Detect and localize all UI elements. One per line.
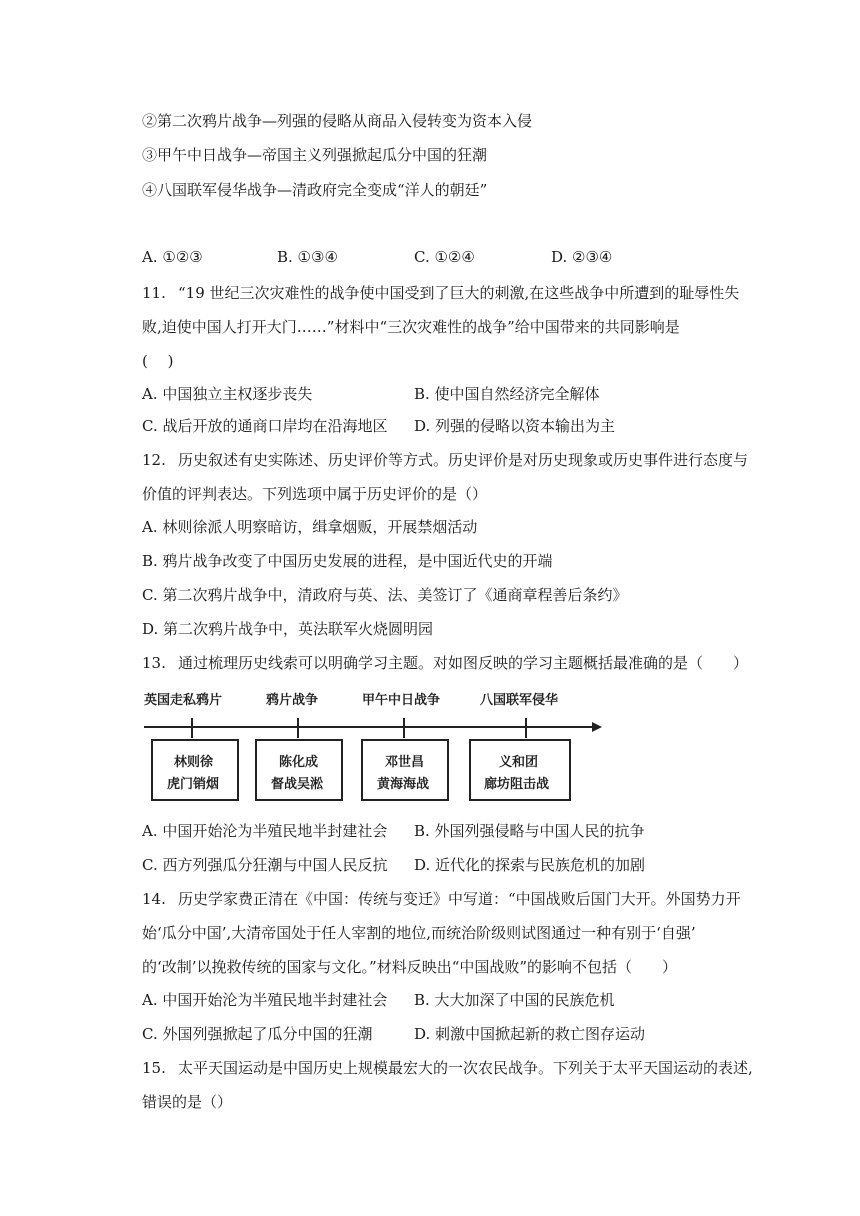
q14-option-a: A. 中国开始沦为半殖民地半封建社会 <box>142 991 388 1009</box>
q13-option-a: A. 中国开始沦为半殖民地半封建社会 <box>142 822 388 840</box>
timeline-box-1-line-2: 虎门销烟 <box>167 777 220 792</box>
q14-option-b: B. 大大加深了中国的民族危机 <box>414 991 615 1009</box>
q10-item-4: ④八国联军侵华战争—清政府完全变成“洋人的朝廷” <box>142 181 488 199</box>
timeline-box-3-line-1: 邓世昌 <box>385 755 425 770</box>
timeline-box-1-line-1: 林则徐 <box>174 755 214 770</box>
q12-option-c: C. 第二次鸦片战争中，清政府与英、法、美签订了《通商章程善后条约》 <box>142 586 628 604</box>
q11-stem-line-1 <box>142 283 739 303</box>
q10-option-d: D. ②③④ <box>551 248 613 266</box>
q14-stem-text: 历史学家费正清在《中国：传统与变迁》中写道：“中国战败后国门大开。外国势力开 <box>178 890 741 908</box>
timeline-label-1: 英国走私鸦片 <box>144 693 223 708</box>
q12-stem-line-1 <box>142 450 748 470</box>
q10-option-a: A. ①②③ <box>142 248 203 266</box>
q12-option-b: B. 鸦片战争改变了中国历史发展的进程，是中国近代史的开端 <box>142 552 553 570</box>
q12-stem-text: 历史叙述有史实陈述、历史评价等方式。历史评价是对历史现象或历史事件进行态度与 <box>178 451 749 469</box>
q14-stem-line-2: 始‘瓜分中国’,大清帝国处于任人宰割的地位,而统治阶级则试图通过一种有别于‘自强’ <box>142 924 696 942</box>
q11-option-a: A. 中国独立主权逐步丧失 <box>142 385 313 403</box>
q11-number: 11. <box>142 284 166 302</box>
q11-stem-line-2: 败,迫使中国人打开大门‥‥‥”材料中“三次灾难性的战争”给中国带来的共同影响是 <box>142 318 680 336</box>
q14-stem-line-3: 的‘改制’以挽救传统的国家与文化。”材料反映出“中国战败”的影响不包括（ ） <box>142 958 678 976</box>
q14-stem-line-1 <box>142 889 741 909</box>
q11-option-b: B. 使中国自然经济完全解体 <box>414 385 600 403</box>
timeline-box-2-line-1: 陈化成 <box>279 755 319 770</box>
q12-stem-line-2: 价值的评判表达。下列选项中属于历史评价的是（） <box>142 485 488 503</box>
timeline-label-4: 八国联军侵华 <box>480 693 559 708</box>
q13-stem-line-1 <box>142 653 748 673</box>
q15-stem-text: 太平天国运动是中国历史上规模最宏大的一次农民战争。下列关于太平天国运动的表述, <box>178 1059 753 1077</box>
q11-option-d: D. 列强的侵略以资本输出为主 <box>414 417 616 435</box>
timeline-box-3-line-2: 黄海海战 <box>377 777 430 792</box>
q12-option-d: D. 第二次鸦片战争中，英法联军火烧圆明园 <box>142 620 434 638</box>
q13-stem-text: 通过梳理历史线索可以明确学习主题。对如图反映的学习主题概括最准确的是（ ） <box>178 654 749 672</box>
timeline-label-3: 甲午中日战争 <box>362 693 441 708</box>
q13-option-d: D. 近代化的探索与民族危机的加剧 <box>414 856 646 874</box>
q14-number: 14. <box>142 890 166 908</box>
timeline-box-4-line-2: 廊坊阻击战 <box>484 777 550 792</box>
q12-number: 12. <box>142 451 166 469</box>
timeline-label-2: 鸦片战争 <box>266 693 319 708</box>
q10-option-c: C. ①②④ <box>414 248 475 266</box>
timeline-arrow <box>592 722 602 732</box>
q10-item-2: ②第二次鸦片战争—列强的侵略从商品入侵转变为资本入侵 <box>142 112 533 130</box>
q15-stem-line-1 <box>142 1058 753 1078</box>
q11-stem-line-3: ( ) <box>142 352 174 370</box>
q11-stem-text: “19 世纪三次灾难性的战争使中国受到了巨大的刺激,在这些战争中所遭到的耻辱性失 <box>178 284 740 302</box>
timeline-box-4-line-1: 义和团 <box>499 755 539 770</box>
q15-number: 15. <box>142 1059 166 1077</box>
q11-option-c: C. 战后开放的通商口岸均在沿海地区 <box>142 417 388 435</box>
timeline-diagram <box>142 688 612 806</box>
q12-option-a: A. 林则徐派人明察暗访，缉拿烟贩，开展禁烟活动 <box>142 518 478 536</box>
q14-option-c: C. 外国列强掀起了瓜分中国的狂潮 <box>142 1025 373 1043</box>
q14-option-d: D. 刺激中国掀起新的救亡图存运动 <box>414 1025 646 1043</box>
q10-item-3: ③甲午中日战争—帝国主义列强掀起瓜分中国的狂潮 <box>142 146 488 164</box>
q13-option-b: B. 外国列强侵略与中国人民的抗争 <box>414 822 645 840</box>
q15-stem-line-2: 错误的是（） <box>142 1093 233 1111</box>
q13-number: 13. <box>142 654 166 672</box>
q10-option-b: B. ①③④ <box>277 248 338 266</box>
q13-option-c: C. 西方列强瓜分狂潮与中国人民反抗 <box>142 856 388 874</box>
timeline-box-2-line-2: 督战吴淞 <box>271 777 324 792</box>
